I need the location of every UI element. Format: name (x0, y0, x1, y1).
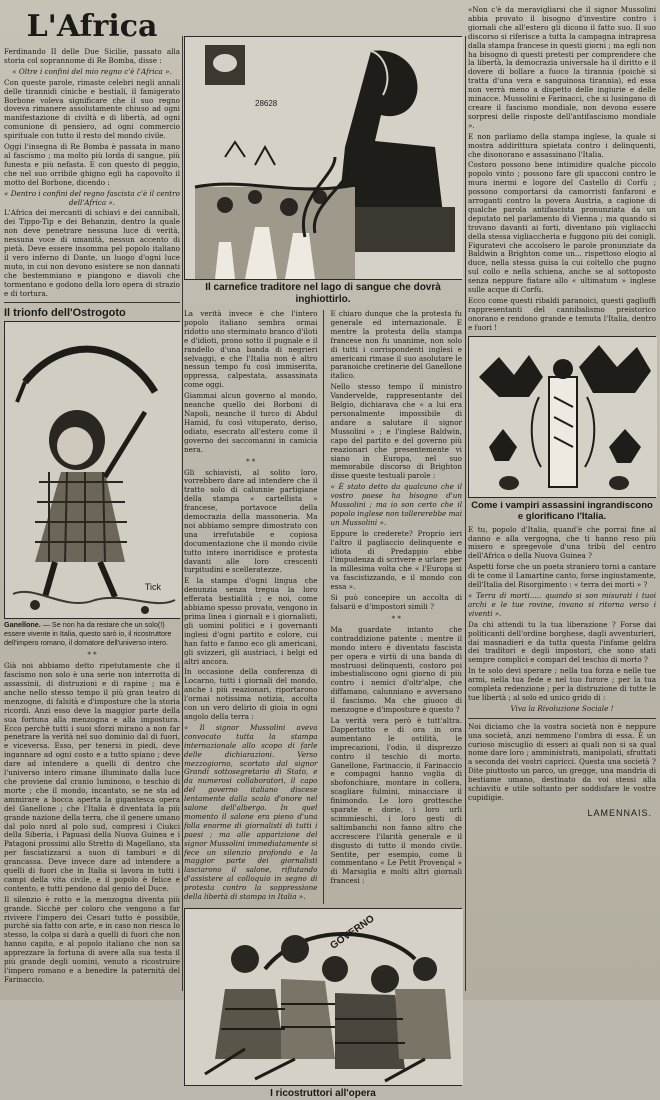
center-subcolumn-right (330, 310, 462, 904)
cartoon-caption (4, 621, 180, 648)
reconstructors-cartoon-drawing (185, 909, 463, 1085)
paragraph: Costoro possono bene intimidire qualche piccolo popolo vinto ; possono fare gli spacconi contro le mura inermi e logore del Castello di Corfù ; possono comportarsi da camorristi fanfaroni e arroganti contro la povera Austria, a cagione di qualche parola antifascista pronunziata da un deputato nel parlamento di Vienna ; ma quando si trovano davanti ai forti, diventano più vigliacchi della stessa vigliaccheria e fuggono più dei conigli. Figuratevi che accolsero le parole pronunziate da Baldwin a Brighton come un... rispettoso elogio al duce, nella stessa guisa la cui coltello che pugno sul collo e nella schiena, anche se al sottoposto senza neppure fiatare allo « ultimatum » inglese sulle acque di Corfù. (468, 160, 656, 295)
paragraph: Ecco come questi ribaldi paranoici, questi gaglioffi rappresentanti del cannibalismo preistorico onorano e rendono grande e temuta l'Italia, dentro e fuori ! (468, 296, 656, 332)
executioner-cartoon (184, 36, 462, 280)
divider (468, 718, 656, 719)
ostrogoth-cartoon (4, 321, 180, 619)
right-column (468, 6, 656, 996)
paragraph: «Non c'è da meravigliarsi che il signor Mussolini abbia provato il bisogno d'investire contro i giornali che all'estero gli dicono il fatto suo. Il suo discorso si riferisce a tutta la campagna intrapresa dalla stampa francese in questi giorni ; ma egli non ha bisogno di questi pretesti per comprendere che la libertà, la democrazia universale ha il diritto e il dovere di bollare a fuoco la tirannia (poichè si tratta d'una vera e sanguinosa tirannia), ed essa non verrà meno a dispetto delle ingiurie e delle minacce. Mussolini e Farinacci, che si lusingano di creare il fascismo mondiale, non devono essere sorpresi delle risposte dell'antifascismo mondiale ». (468, 5, 656, 130)
separator-stars: * * (391, 614, 401, 623)
center-column (184, 36, 462, 1099)
quote: « Terra di morti..... quando si son misurati i tuoi archi e le tue rovine, invano si ritorna verso i viventi ». (468, 590, 656, 618)
closing-slogan: Viva la Rivoluzione Sociale ! (510, 703, 614, 713)
left-column (4, 6, 180, 996)
column-rule (323, 310, 324, 904)
separator-stars: * * (246, 457, 256, 466)
paragraph: Si può concepire un accolta di falsarii e d'impostori simili ? (330, 593, 462, 611)
center-subcolumn-left (184, 310, 317, 904)
separator-stars: * * (87, 651, 97, 660)
paragraph: La verità vera però è tutt'altra. Dappertutto e di ora in ora aumentano le ostilità, le imprecazioni, l'odio, il disprezzo contro il teschio di morto. Ganellone, Farinaccio, il Farinaccio e compagni hanno voglia di sbofonchiare, montare in collera, scagliare fulmini, minacciare il finimondo. Le loro grottesche sparate e dorie, i loro urli scimmieschi, i loro gesti di saltimbanchi non fanno altro che accrescere l'ilarità generale e il disgusto di tutto il mondo civile. Sentite, per esempio, come li commentano « Le Petit Provençal » di Marsiglia e molti altri giornali francesi : (330, 715, 462, 886)
quote: « Dentro i confini del regno fascista c'è il centro dell'Africa ». (4, 188, 180, 207)
paragraph: In te solo devi sperare ; nella tua forza e nelle tue armi, nella tua fede e nel tuo furore ; per la tua completa redenzione ; per la distruzione di tutte le tue libertà ; al solo ed unico grido di : (468, 666, 656, 702)
cartoon-signature: Tick (144, 582, 161, 593)
paragraph: Ma guardate intanto che contraddizione patente : mentre il mondo intero è diventato fascista per opera e virtù di una banda di mostruosi delinquenti, costoro poi imbestialiscono ogni giorno di più contro i nemici d'oltr'alpe, che diffamano, calunniano e avversano il fascismo. Ma che giuoco di menzogne e d'imposture è questo ? (330, 624, 462, 715)
reconstructors-caption: I ricostruttori all'opera (270, 1088, 376, 1099)
executioner-cartoon-drawing (185, 37, 463, 279)
article-title: L'Africa (26, 9, 158, 44)
paragraph: Nello stesso tempo il ministro Vandervelde, rappresentante del Belgio, dichiarava che « a lui era personalmente impossibile di andare a salutare il signor Mussolini » ; e l'inglese Baldwin, capo del partito e del governo più reazionari che presentemente vi siano in Europa, nel suo memorabile discorso di Brighton disse queste testuali parole : (330, 382, 462, 481)
paragraph: Aspetti forse che un poeta straniero torni a cantare di te come il Lamartine canto, forse ingiustamente, dell'Italia del Risorgimento : « terra dei morti » ? (468, 562, 656, 590)
paragraph: E tu, popolo d'Italia, quand'è che porrai fine al danno e alla vergogna, che ti hanno reso più misero e spregevole d'una tribù del centro dell'Africa o della Nuova Guinea ? (468, 524, 656, 561)
ostrogoth-cartoon-drawing (5, 322, 181, 618)
paragraph: Oggi l'insegna di Re Bomba è passata in mano al fascismo ; ma molto più lorda di sangue, più funesta e più nefasta. E con questo di peggio, che nel suo orribile ghigno egli ha capovolto il motto del Borbone, dicendo : (4, 142, 180, 187)
paragraph: E non parliamo della stampa inglese, la quale si mostra addirittura spietata contro i delinquenti, che disonorano e assassinano l'Italia. (468, 131, 656, 159)
caption-text: — Se non ha da restare che un solo(!) essere vivente in Italia, questo sarò io, il ricostruttore dell'impero romano, il domatore dell'universo intero. (4, 620, 172, 648)
author-signature: LAMENNAIS. (587, 807, 652, 818)
paragraph: L'Africa dei mercanti di schiavi e dei cannibali, dei Tippo-Tip e dei Behanzin, dentro la quale non deve penetrare nessuna luce di verità, nessuna voce di umanità, nessun accento di pietà. Deve essere insomma pel popolo italiano il vero inferno di Dante, un luogo d'ogni luce muto, in cui non devono esistere se non dannati che bestemmiano e piangono e diavoli che tormentano e godono della loro opera di strazio e di tortura. (4, 208, 180, 298)
quote: « È stato detto da qualcuno che il vostro paese ha bisogno d'un Mussolini ; ma io son certo che il popolo inglese non tollererebbe mai un Mussolini ». (330, 482, 462, 527)
reconstructors-cartoon (184, 908, 462, 1086)
paragraph: Eppure lo crederete? Proprio ieri l'altro il pagliaccio delinquente e idiota di Predappio ebbe l'impudenza di scrivere e urlare per la millesima volta che « l'Europa si va fascistizzando, e il mondo con essa ». (330, 528, 462, 592)
paragraph: In occasione della conferenza di Locarno, tutti i giornali del mondo, anche i più reazionari, riportarono l'ormai notissima notizia, accolta con un vero delirio di gioia in ogni angolo della terra : (184, 667, 318, 721)
paragraph: Già noi abbiamo detto ripetutamente che il fascismo non solo è una serie non interrotta di assassinii, di distruzioni e di rapine ; ma è anche nello stesso tempo il più gran teatro di menzogne, di falsità e d'imposture che la storia ricordi. Anzi esso deve la maggior parte della sua fortuna alla menzogna e alla impostura. Ecco perchè tutti i suoi sforzi mirano a non far penetrare la verità nel suo dominio dal di fuori, e viceversa. Esso, per tenersi in piedi, deve ingannare ad ogni costo e a tutto spiano ; deve dare ad intendere a quelli di dentro che l'universo intero rimane illuminato dalla luce che proviene dal cranio luminoso, o teschio di morte ; che il mondo, incantato, se ne sta ad ammirare a bocca aperta la gigantesca opera del Ganellone ; che l'Italia è diventata la più grande nazione della terra, che il genere umano dal polo nord al polo sud, compresi i Ciukci della Siberia, i Papuasi della Nuova Guinea e i Patagoni prossimi allo Stretto di Magellano, sta per fasciatizzarsi a suon di tamburi e di grancassa. Deve invece dare ad intendere a quelli di fuori che in Italia si lavora in tutti i campi della vita civile, e il popolo è felice e contento, e tutti pendono dal genio del Duce. (4, 661, 180, 893)
caption-speaker: Ganellone. (4, 620, 41, 630)
cartoon-number: 28628 (255, 99, 278, 108)
center-text-columns (184, 310, 462, 904)
paragraph: Ferdinando II delle Due Sicilie, passato alla storia col soprannome di Re Bomba, disse : (4, 47, 180, 65)
executioner-caption: Il carnefice traditore nel lago di sangue che dovrà inghiottirlo. (205, 282, 441, 305)
column-rule (465, 36, 466, 991)
vampires-cartoon (468, 336, 656, 498)
paragraph: Gli schiavisti, al solito loro, vorrebbero dare ad intendere che il tratto solo di calunnie partigiane della stampa « cartellista » francese, portavoce della democrazia della massoneria. Ma noi abbiamo sempre dimostrato con una irrefutabile e copiosa documentazione che il mondo civile tutto intero inorridisce e protesta davanti alle loro crescenti turpitudini e scelleratezze. (184, 467, 318, 575)
column-rule (182, 36, 183, 991)
paragraph: Giammai alcun governo al mondo, neanche quello dei Borboni di Napoli, neanche il turco di Abdul Hamid, fu così vituperato, deriso, odiato, esecrato all'estero come il governo dei saccomanni in camicia nera. (184, 391, 318, 454)
paragraph: La verità invece è che l'intero popolo italiano sembra ormai ridotto uno sterminato branco d'iloti e d'idioti, prono sotto il pugnale e il randello d'una banda di negrieri selvaggi, e che l'Italia non è altro nessun tempo fu così immiserita, oppressa, calpestata, assassinata come oggi. (184, 309, 318, 390)
paragraph: E la stampa d'ogni lingua che denunzia senza tregua la loro efferata bestialità ; e noi, come abbiamo spesso provato, vengono in prima linea i giornali e i giornalisti, gli uomini politici e i governanti inglesi d'ogni partito e colore, cui han fatto e fanno eco gli americani, gli svizzeri, gli austriaci, i belgi ed altri ancora. (184, 576, 318, 666)
vampires-caption: Come i vampiri assassini ingrandiscono e glorificano l'Italia. (471, 499, 653, 522)
cartoon-banner: GOVERNO (328, 913, 377, 952)
paragraph: Il silenzio è rotto e la menzogna diventa più grande. Sicchè per coloro che vengono a far rivivere l'impero dei Cesari tutto è possibile, purchè sia fatto con arte, e in caso non riesca lo stesso, la colpa si darà a quelli di fuori che non hanno capito, e al popolo italiano che non sa apprezzare la fortuna di avere alla sua testa il più grande degli uomini, venuto a ricostruire l'impero romano e a benedire la paternità del Farinaccio. (4, 894, 180, 984)
divider (4, 302, 180, 303)
paragraph: Noi diciamo che la vostra società non è neppure una società, anzi nemmeno l'ombra di essa. È un curioso miscuglio di esseri ai quali non si sa qual nome dare loro ; amministrati, manipolati, sfruttati a seconda dei vostri capricci. Questa una società ? Dite piuttosto un parco, un gregge, una mandria di bestiame umano, destinato da voi stessi alla schiavitù e utile soltanto per soddisfare le vostre cupidigie. (468, 721, 656, 802)
paragraph: Con queste parole, rimaste celebri negli annali delle tirannidi ciniche e bestiali, il famigerato Borbone voleva significare che il suo regno doveva rimanere assolutamente chiuso ad ogni manifestazione di civiltà e di libertà, ad ogni comunione di pensiero, ad ogni commercio spirituale con tutto il resto del mondo civile. (4, 77, 180, 141)
quote: « Il signor Mussolini aveva convocato tutta la stampa internazionale allo scopo di farle delle dichiarazioni. Verso mezzogiorno, scortato dal signor Grandi sottosegretario di Stato, e da numerosi collaboratori, il capo del governo italiano discese lentamente dalla scala d'onore nel salone dell'albergo. In quel momento il salone era pieno d'una folla enorme di giornalisti di tutti i paesi ; ma alle apparizione del signor Mussolini immediatamente si fece un silenzio profondo e la maggior parte dei giornalisti lasciarono il salone, rifiutando d'assistere al colloquio in segno di protesta contro la soppressione della libertà di stampa in Italia ». (184, 722, 318, 902)
vampires-cartoon-drawing (469, 337, 657, 497)
paragraph: E chiaro dunque che la protesta fu generale ed internazionale. E mentre la protesta della stampa francese non fu unanime, non solo di tutti i corrispondenti inglesi e americani rimase il suo asolutare le paranoiche cretinerie del Ganellone italico. (330, 309, 462, 381)
quote: « Oltre i confini del mio regno c'è l'Africa ». (12, 66, 172, 76)
section-title: Il trionfo dell'Ostrogoto (4, 307, 126, 320)
paragraph: Da chi attendi tu la tua liberazione ? Forse dai politicanti dell'ordine borghese, dagli avventurieri, dai masnadieri e da tutta questa l'infame geldra dei traditori e degli impostori, che sono stati sempre complici e compari del teschio di morto ? (468, 619, 656, 665)
